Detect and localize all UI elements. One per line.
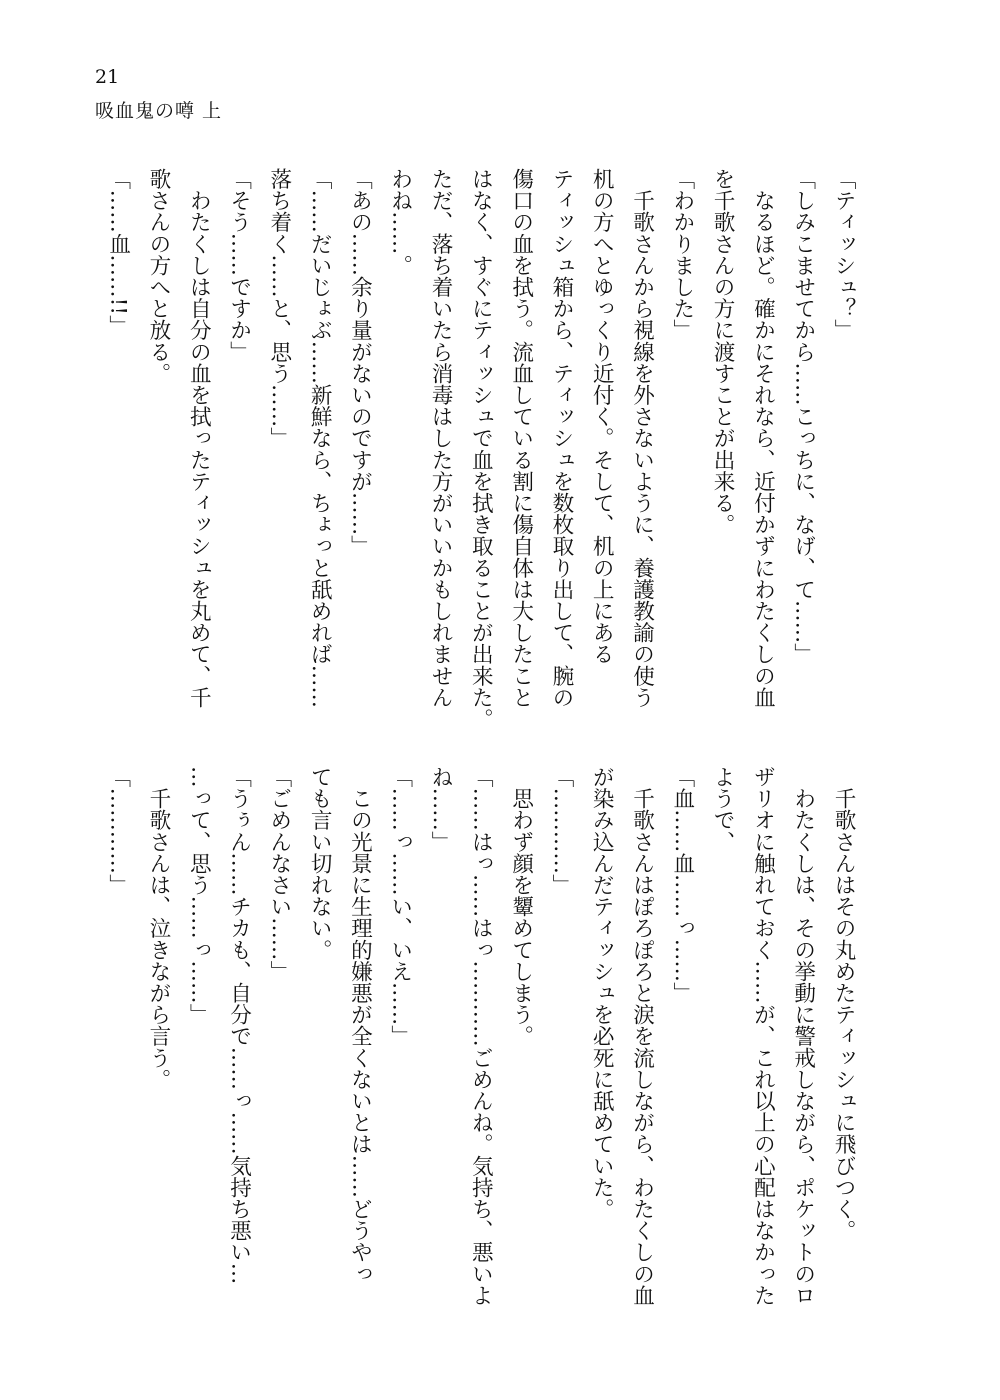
text-column: わたくしは自分の血を拭ったティッシュを丸めて、千: [186, 168, 212, 708]
top-text-block: [97, 168, 863, 730]
text-column: ティッシュ箱から、ティッシュを数枚取り出して、腕の: [548, 168, 574, 708]
text-column: わね……。: [387, 168, 413, 276]
text-column: 「……血……!!」: [105, 168, 131, 337]
page-number: 21: [95, 66, 120, 88]
text-column: 「血……血……っ……」: [669, 766, 695, 1004]
text-column: 「うぅん……チカも、自分で……っ……気持ち悪い…: [226, 766, 252, 1285]
text-column: 「…………」: [105, 766, 131, 896]
text-column: 「ごめんなさい……」: [266, 766, 292, 982]
text-column: 落ち着く……と、思う……」: [266, 168, 292, 449]
text-column: 千歌さんはその丸めたティッシュに飛びつく。: [831, 766, 856, 1242]
text-column: 千歌さんから視線を外さないように、養護教諭の使う: [629, 168, 655, 708]
text-column: この光景に生理的嫌悪が全くないとは……どうやっ: [347, 766, 373, 1285]
text-column: 傷口の血を拭う。流血している割に傷自体は大したこと: [508, 168, 534, 708]
text-column: 「……っ……い、いえ……」: [387, 766, 413, 1047]
text-column: 「あの……余り量がないのですが……」: [347, 168, 373, 557]
text-column: 千歌さんはぽろぽろと涙を流しながら、わたくしの血: [629, 766, 655, 1306]
text-column: ても言い切れない。: [307, 766, 333, 961]
text-column: ザリオに触れておく……が、これ以上の心配はなかった: [750, 766, 776, 1306]
text-column: わたくしは、その挙動に警戒しながら、ポケットのロ: [790, 766, 816, 1306]
chapter-title: 吸血鬼の噂 上: [95, 100, 223, 122]
text-column: を千歌さんの方に渡すことが出来る。: [710, 168, 736, 536]
text-column: 歌さんの方へと放る。: [145, 168, 171, 384]
text-column: 「しみこませてから……こっちに、なげ、て……」: [790, 168, 816, 665]
text-column: はなく、すぐにティッシュで血を拭き取ることが出来た。: [468, 168, 494, 730]
text-column: 机の方へとゆっくり近付く。そして、机の上にある: [589, 168, 615, 665]
text-column: 「ティッシュ？」: [831, 168, 856, 341]
text-column: 「…………」: [548, 766, 574, 896]
text-column: 「……だいじょぶ……新鮮なら、ちょっと舐めれば……: [307, 168, 333, 708]
text-column: 「……はっ……はっ…………ごめんね。気持ち、悪いよ: [468, 766, 494, 1306]
text-column: 「そう……ですか」: [226, 168, 252, 363]
text-column: …って、思う……っ……」: [186, 766, 212, 1026]
text-column: 思わず顔を顰めてしまう。: [508, 766, 534, 1047]
text-column: なるほど。確かにそれなら、近付かずにわたくしの血: [750, 168, 776, 708]
text-column: ね……」: [428, 766, 454, 853]
text-column: 千歌さんは、泣きながら言う。: [145, 766, 171, 1090]
text-column: ただ、落ち着いたら消毒はした方がいいかもしれません: [428, 168, 454, 708]
text-column: ようで、: [710, 766, 736, 853]
text-column: が染み込んだティッシュを必死に舐めていた。: [589, 766, 615, 1220]
text-column: 「わかりました」: [669, 168, 695, 341]
bottom-text-block: [97, 766, 863, 1306]
